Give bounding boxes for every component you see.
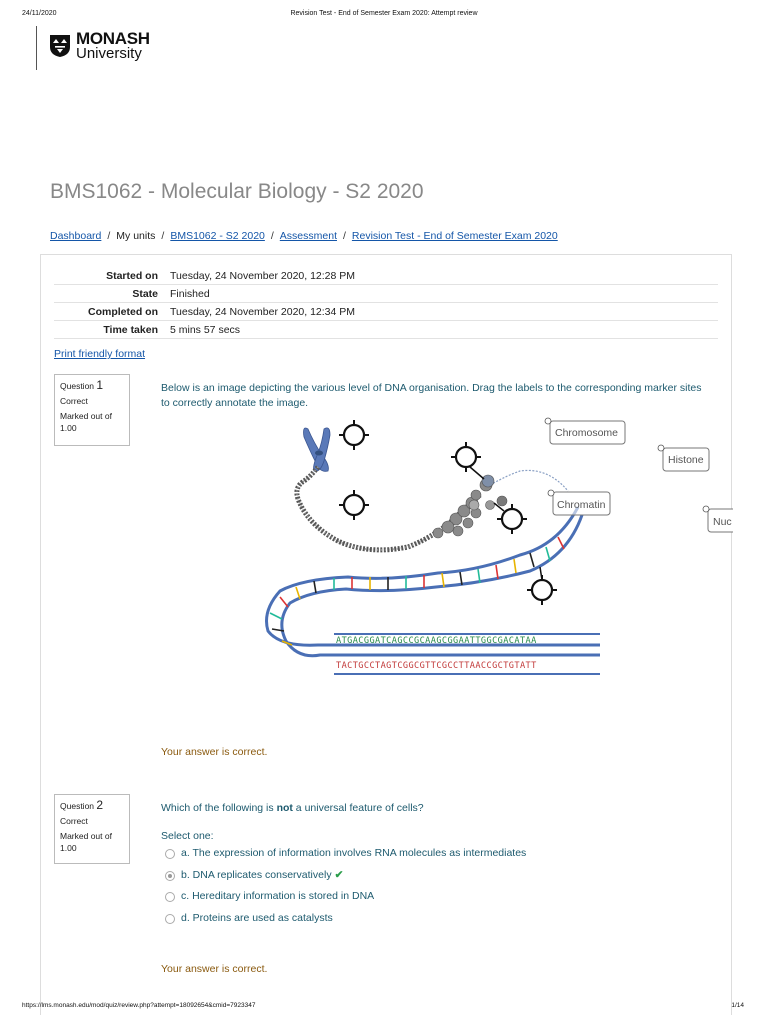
summary-row-completed (54, 303, 718, 321)
breadcrumb-unit[interactable]: BMS1062 - S2 2020 (170, 230, 265, 242)
question-number-value: 2 (96, 798, 104, 812)
question-1-text: Below is an image depicting the various level of DNA organisation. Drag the labels to the corresponding marker sites to correctly annotate the image. (161, 382, 702, 409)
print-url: https://lms.monash.edu/mod/quiz/review.php?attempt=18092654&cmid=7923347 (22, 1002, 256, 1009)
chromatin-fiber (297, 467, 480, 550)
answer-choices (161, 830, 526, 933)
question-number (60, 379, 124, 392)
question-marks: Marked out of 1.00 (60, 411, 112, 433)
drag-handle-icon[interactable] (703, 506, 709, 512)
summary-value: Finished (170, 287, 210, 300)
drag-label-text: Histone (668, 454, 704, 466)
answer-option-text: b. DNA replicates conservatively (181, 868, 332, 881)
answer-option-text: a. The expression of information involves RNA molecules as intermediates (181, 847, 527, 859)
answer-option-b[interactable] (161, 869, 526, 891)
summary-label: Time taken (103, 323, 158, 336)
question-marks: Marked out of 1.00 (60, 831, 112, 853)
breadcrumb-separator: / (270, 230, 274, 242)
answer-option-d[interactable] (161, 912, 526, 934)
question-state: Correct (60, 396, 88, 406)
drop-marker-target-icon[interactable] (527, 567, 557, 605)
print-page-number: 1/14 (731, 1002, 744, 1009)
dna-sequence-bottom: TACTGCCTAGTCGGCGTTCGCCTTAACCGCTGTATT (336, 661, 537, 671)
summary-row-started (54, 267, 718, 285)
answer-option-text: c. Hereditary information is stored in DNA (181, 890, 375, 902)
drag-label-text: Nuc (713, 516, 732, 528)
course-title: BMS1062 - Molecular Biology - S2 2020 (50, 180, 424, 203)
answer-option-text: d. Proteins are used as catalysts (181, 911, 333, 924)
summary-label: Completed on (88, 305, 158, 318)
drop-marker-target-icon[interactable] (451, 442, 484, 479)
dna-organisation-diagram (258, 415, 733, 690)
print-friendly-link[interactable]: Print friendly format (54, 348, 146, 360)
nucleosome-cluster (433, 479, 507, 538)
drag-handle-icon[interactable] (548, 490, 554, 496)
drag-handle-icon[interactable] (545, 418, 551, 424)
question-label: Question (60, 801, 95, 811)
summary-row-time-taken (54, 321, 718, 339)
drag-label-chromosome[interactable] (545, 418, 625, 444)
breadcrumb-separator: / (161, 230, 165, 242)
summary-value: 5 mins 57 secs (170, 323, 241, 336)
answer-option-a[interactable] (161, 847, 526, 869)
drag-label-histone[interactable] (658, 445, 709, 471)
question-label: Question (60, 381, 95, 391)
monash-crest-icon (49, 34, 71, 58)
drag-label-chromatin[interactable] (548, 490, 610, 515)
drop-marker-target-icon[interactable] (339, 420, 369, 450)
drag-handle-icon[interactable] (658, 445, 664, 451)
breadcrumb-assessment[interactable]: Assessment (279, 230, 337, 242)
breadcrumb-separator: / (342, 230, 346, 242)
question-text-emphasis: not (276, 802, 293, 814)
dna-sequence-top: ATGACGGATCAGCCGCAAGCGGAATTGGCGACATAA (336, 636, 537, 646)
attempt-summary-table (54, 267, 718, 339)
question-text-part: Which of the following is (161, 802, 277, 814)
drag-label-text: Chromosome (555, 427, 619, 439)
question-state: Correct (60, 816, 88, 826)
question-2-text (161, 801, 711, 816)
breadcrumb-my-units: My units (116, 230, 156, 242)
radio-button[interactable] (165, 849, 175, 859)
radio-button-selected[interactable] (165, 871, 175, 881)
print-title: Revision Test - End of Semester Exam 2020: Attempt review (290, 10, 478, 17)
beads-on-string (490, 470, 568, 491)
radio-button[interactable] (165, 892, 175, 902)
drop-marker-target-icon[interactable] (494, 503, 527, 534)
summary-row-state (54, 285, 718, 303)
breadcrumb-dashboard[interactable]: Dashboard (50, 230, 102, 242)
answer-option-c[interactable] (161, 890, 526, 912)
correct-check-icon: ✔ (334, 868, 344, 881)
print-header (0, 10, 768, 22)
chromosome-icon (304, 428, 331, 471)
summary-value: Tuesday, 24 November 2020, 12:34 PM (170, 305, 356, 318)
summary-value: Tuesday, 24 November 2020, 12:28 PM (170, 269, 356, 282)
drop-marker-target-icon[interactable] (339, 490, 369, 520)
question-1-feedback: Your answer is correct. (161, 746, 268, 758)
question-number (60, 799, 124, 812)
summary-label: State (132, 287, 158, 300)
question-2-info (54, 794, 130, 864)
logo-name: MONASH (76, 29, 150, 48)
question-1-info (54, 374, 130, 446)
print-date: 24/11/2020 (22, 10, 57, 17)
logo-subname: University (76, 45, 142, 62)
radio-button[interactable] (165, 914, 175, 924)
question-text-part: a universal feature of cells? (292, 802, 424, 814)
breadcrumb (50, 230, 558, 242)
select-one-label: Select one: (161, 830, 214, 842)
logo-divider (36, 26, 37, 70)
summary-label: Started on (106, 269, 158, 282)
breadcrumb-separator: / (107, 230, 111, 242)
breadcrumb-quiz[interactable]: Revision Test - End of Semester Exam 2020 (351, 230, 558, 242)
dna-base-pairs (270, 537, 564, 645)
drag-label-text: Chromatin (557, 499, 606, 511)
question-number-value: 1 (96, 378, 104, 392)
drag-label-nucleosome[interactable] (703, 506, 733, 532)
question-2-feedback: Your answer is correct. (161, 963, 268, 975)
